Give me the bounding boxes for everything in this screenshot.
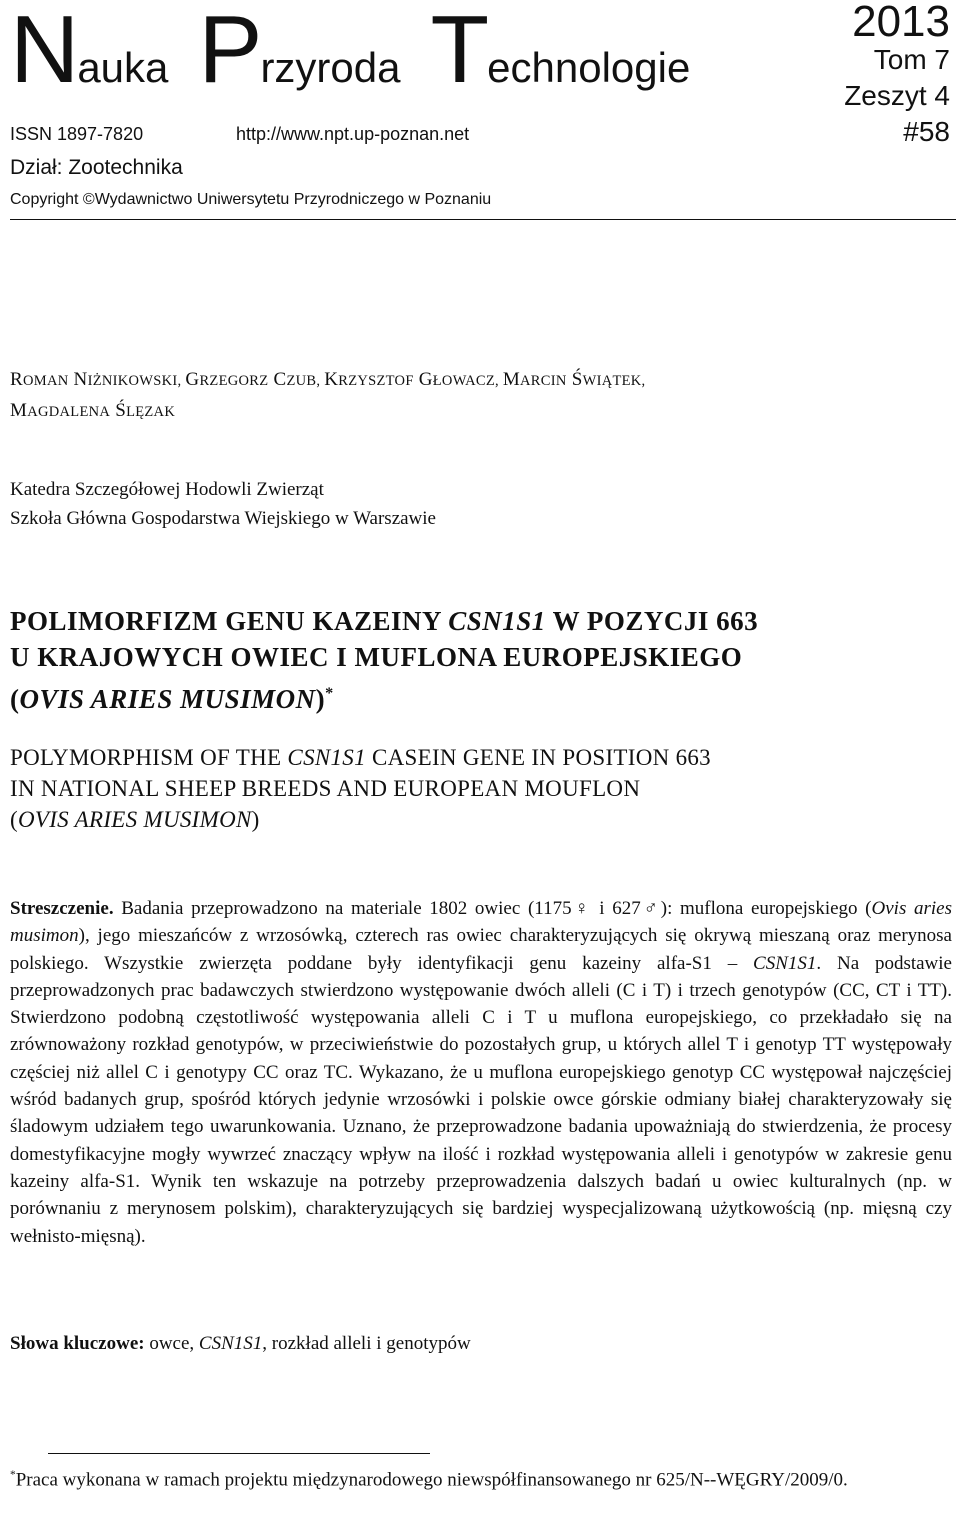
journal-title-word-1: auka xyxy=(77,44,169,91)
author-name-part: G xyxy=(185,369,200,390)
footnote-marker: * xyxy=(325,684,334,702)
author-list xyxy=(10,365,950,427)
author-line-2 xyxy=(10,396,950,427)
footnote-divider xyxy=(48,1453,430,1454)
keywords-text: , rozkład alleli i genotypów xyxy=(262,1333,471,1354)
title-en-text: ) xyxy=(251,807,260,832)
header-divider xyxy=(10,219,956,220)
author-name-part: K xyxy=(324,369,339,390)
keywords-label: Słowa kluczowe: xyxy=(10,1333,145,1354)
article-title-polish xyxy=(10,603,758,717)
title-pl-species: OVIS ARIES MUSIMON xyxy=(19,684,316,714)
footnote xyxy=(10,1462,952,1493)
journal-title-initial-t: T xyxy=(430,0,488,103)
title-pl-text: POLIMORFIZM GENU KAZEINY xyxy=(10,606,449,636)
affiliation-university: Szkoła Główna Gospodarstwa Wiejskiego w Warszawie xyxy=(10,508,436,529)
title-en-line-1 xyxy=(10,742,711,773)
title-pl-line-1 xyxy=(10,603,758,639)
journal-title-initial-p: P xyxy=(198,0,261,103)
title-pl-text: ( xyxy=(10,684,20,714)
title-en-species: OVIS ARIES MUSIMON xyxy=(17,807,252,832)
abstract xyxy=(10,895,952,1250)
keywords-text: owce, xyxy=(144,1333,199,1354)
abstract-text: ), jego mieszańców z wrzosówką, czterech ras owiec charakteryzujących się okrywą mieszaną oraz merynosa polskiego. Wszystkie zwierzęta poddane były identyfikacji genu kazeiny alfa-S1 – xyxy=(10,925,952,974)
journal-title-word-2: rzyroda xyxy=(260,44,401,91)
footnote-text: Praca wykonana w ramach projektu międzynarodowego niewspółfinansowanego nr 625/N--WĘGRY/2009/0. xyxy=(15,1469,848,1491)
abstract-species: Ovis aries musimon xyxy=(10,898,952,947)
title-pl-text: W POZYCJI 663 xyxy=(545,606,759,636)
abstract-gene: CSN1S1 xyxy=(753,952,817,974)
author-line-1 xyxy=(10,365,950,396)
author-name-part: R xyxy=(10,369,23,390)
author-name-part: ARCIN xyxy=(520,373,567,389)
title-en-gene: CSN1S1 xyxy=(287,745,366,770)
article-number: #58 xyxy=(903,116,950,147)
journal-year: 2013 xyxy=(852,0,950,46)
affiliation-department: Katedra Szczegółowej Hodowli Zwierząt xyxy=(10,479,324,500)
author-name-part: RZYSZTOF xyxy=(338,373,414,389)
author-name-part: AGDALENA xyxy=(27,404,111,420)
author-name-part: LĘZAK xyxy=(126,404,176,420)
author-name-part: ŁOWACZ, xyxy=(432,373,503,389)
author-name-part: RZEGORZ xyxy=(199,373,269,389)
title-pl-gene: CSN1S1 xyxy=(448,606,546,636)
title-en-line-2: IN NATIONAL SHEEP BREEDS AND EUROPEAN MOUFLON xyxy=(10,776,641,801)
title-pl-line-3 xyxy=(10,675,758,717)
author-name-part: OMAN xyxy=(22,373,69,389)
title-en-text: ( xyxy=(10,807,18,832)
journal-url-link[interactable]: http://www.npt.up-poznan.net xyxy=(236,124,470,144)
journal-volume: Tom 7 xyxy=(873,44,950,75)
author-name-part: M xyxy=(10,400,28,421)
author-name-part: Ś xyxy=(110,400,127,421)
author-name-part: N xyxy=(68,369,88,390)
journal-title-initial-n: N xyxy=(10,0,78,103)
abstract-label: Streszczenie. xyxy=(10,898,114,919)
author-name-part: ZUB, xyxy=(286,373,325,389)
author-name-part: WIĄTEK, xyxy=(582,373,646,389)
keywords xyxy=(10,1330,471,1357)
title-en-line-3 xyxy=(10,804,711,835)
abstract-text: Badania przeprowadzono na materiale 1802 owiec (1175♀ i 627♂): muflona europejskiego ( xyxy=(113,898,872,919)
author-name-part: Ś xyxy=(566,369,583,390)
affiliation xyxy=(10,475,436,533)
journal-issue: Zeszyt 4 xyxy=(844,80,950,111)
title-en-text: CASEIN GENE IN POSITION 663 xyxy=(365,745,711,770)
title-pl-text: ) xyxy=(315,684,326,714)
author-name-part: M xyxy=(502,369,521,390)
keywords-gene: CSN1S1 xyxy=(198,1333,263,1354)
journal-title xyxy=(10,0,691,103)
section-label: Dział: Zootechnika xyxy=(10,156,183,179)
author-name-part: IŻNIKOWSKI, xyxy=(87,373,186,389)
author-name-part: G xyxy=(413,369,433,390)
author-name-part: C xyxy=(268,369,287,390)
abstract-text: . Na podstawie przeprowadzonych prac badawczych stwierdzono występowanie dwóch alleli (C i T) i trzech genotypów (CC, CT i TT). Stwierdzono podobną częstotliwość występowania alleli C i T u muflona europejskiego, co przekładało się na zrównoważony rozkład genotypów, w przeciwieństwie do pozostałych grup, u których allel T i genotyp TT występowały częściej niż allel C i genotypy CC oraz TC. Wykazano, że u muflona europejskiego genotyp CC występował najczęściej wśród badanych grup, spośród których jedynie wrzosówki i polskie owce górskie odmiany białej charakteryzowały się śladowym udziałem tego uwarunkowania. Uznano, że przeprowadzone badania upoważniają do stwierdzenia, że procesy domestyfikacyjne mogły wywrzeć znaczący wpływ na ilość i rozkład występowania alleli i genotypów w zakresie genu kazeiny alfa-S1. Wynik ten wskazuje na potrzeby przeprowadzenia dalszych badań u owiec kulturalnych (np. w porównaniu z merynosem polskim), charakteryzujących się bardziej wyspecjalizowaną użytkowością (np. mięsną czy wełnisto-mięsną). xyxy=(10,952,952,1247)
footnote-mark: * xyxy=(10,1469,16,1481)
title-pl-line-2: U KRAJOWYCH OWIEC I MUFLONA EUROPEJSKIEGO xyxy=(10,642,743,672)
title-en-text: POLYMORPHISM OF THE xyxy=(10,745,288,770)
article-title-english xyxy=(10,742,711,835)
journal-title-word-3: echnologie xyxy=(487,44,691,91)
copyright-notice: Copyright ©Wydawnictwo Uniwersytetu Przyrodniczego w Poznaniu xyxy=(10,191,492,208)
issn: ISSN 1897-7820 xyxy=(10,124,144,144)
